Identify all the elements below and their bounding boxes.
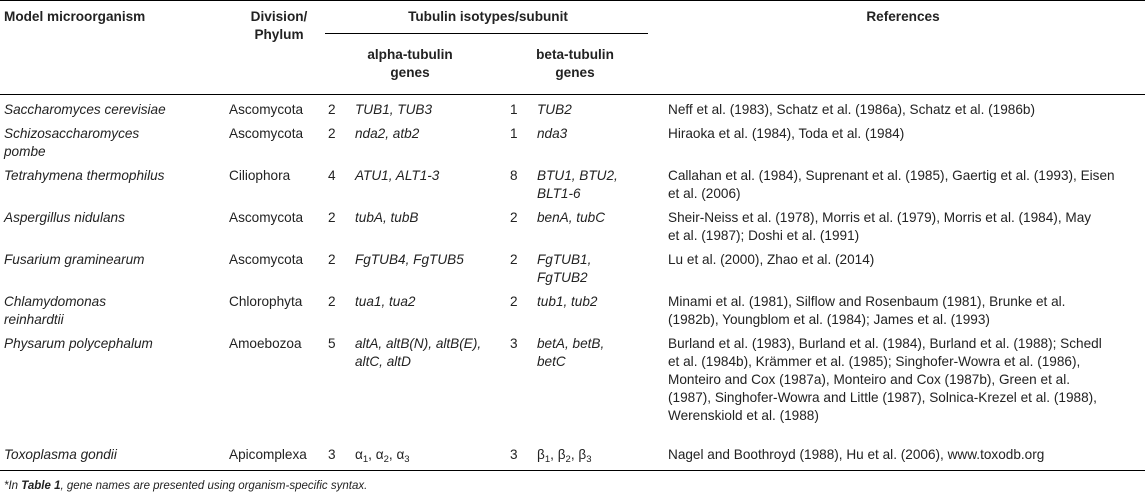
organism-name: Saccharomyces cerevisiae <box>4 102 166 117</box>
beta-symbol: β <box>578 447 587 462</box>
alpha-subscript: 1 <box>362 454 369 465</box>
alpha-count: 2 <box>328 294 336 309</box>
alpha-symbol: α <box>396 447 405 462</box>
header-beta-line1: beta-tubulin <box>536 47 614 62</box>
header-organism: Model microorganism <box>4 9 146 24</box>
beta-symbol: β <box>557 447 566 462</box>
table-bottom-rule <box>0 470 1145 471</box>
division: Ascomycota <box>229 102 304 117</box>
footnote-prefix: *In <box>4 480 22 492</box>
references: Burland et al. (1983), Burland et al. (1984), Burland et al. (1988); Schedl <box>668 336 1102 351</box>
header-bottom-rule <box>0 94 1145 95</box>
beta-count: 3 <box>510 336 518 351</box>
references: Werenskiold et al. (1988) <box>668 408 819 423</box>
division: Ascomycota <box>229 126 304 141</box>
header-alpha-line1: alpha-tubulin <box>367 47 453 62</box>
division: Ascomycota <box>229 252 304 267</box>
organism-name: Toxoplasma gondii <box>4 447 117 462</box>
beta-genes: benA, tubC <box>537 210 606 225</box>
references: Nagel and Boothroyd (1988), Hu et al. (2006), www.toxodb.org <box>668 447 1045 462</box>
beta-genes: FgTUB1, <box>537 252 592 267</box>
alpha-genes: FgTUB4, FgTUB5 <box>355 252 464 267</box>
table-footnote <box>4 477 367 495</box>
beta-genes: TUB2 <box>537 102 572 117</box>
references: (1982b), Youngblom et al. (1984); James et al. (1993) <box>668 312 990 327</box>
beta-count: 3 <box>510 447 518 462</box>
beta-genes: betA, betB, <box>537 336 605 351</box>
header-tubulin: Tubulin isotypes/subunit <box>408 9 568 24</box>
references: et al. (1987); Doshi et al. (1991) <box>668 228 860 243</box>
top-rule <box>0 0 1145 1</box>
organism-name: Physarum polycephalum <box>4 336 153 351</box>
organism-name: Chlamydomonas <box>4 294 106 309</box>
division: Ascomycota <box>229 210 304 225</box>
organism-name: Aspergillus nidulans <box>4 210 125 225</box>
references: Monteiro and Cox (1987a), Monteiro and Cox (1987b), Green et al. <box>668 372 1070 387</box>
references: Callahan et al. (1984), Suprenant et al. (1985), Gaertig et al. (1993), Eisen <box>668 168 1115 183</box>
organism-name: Tetrahymena thermophilus <box>4 168 165 183</box>
organism-name: pombe <box>4 144 46 159</box>
references: Sheir-Neiss et al. (1978), Morris et al. (1979), Morris et al. (1984), May <box>668 210 1092 225</box>
alpha-genes: nda2, atb2 <box>355 126 420 141</box>
organism-name: Fusarium graminearum <box>4 252 145 267</box>
beta-count: 2 <box>510 294 518 309</box>
tubulin-subheader-rule <box>325 33 648 34</box>
organism-name: Schizosaccharomyces <box>4 126 140 141</box>
alpha-subscript: 2 <box>383 454 389 465</box>
division: Apicomplexa <box>229 447 307 462</box>
header-division-line1: Division/ <box>250 9 308 24</box>
beta-count: 1 <box>510 126 518 141</box>
beta-count: 2 <box>510 210 518 225</box>
references: Minami et al. (1981), Silflow and Rosenbaum (1981), Brunke et al. <box>668 294 1066 309</box>
beta-count: 1 <box>510 102 518 117</box>
beta-subscript: 3 <box>586 454 592 465</box>
references: et al. (2006) <box>668 186 741 201</box>
alpha-count: 5 <box>328 336 336 351</box>
header-beta-line2: genes <box>555 65 595 80</box>
beta-symbol: β <box>537 447 545 462</box>
alpha-count: 3 <box>328 447 336 462</box>
references: Neff et al. (1983), Schatz et al. (1986a), Schatz et al. (1986b) <box>668 102 1035 117</box>
organism-name: reinhardtii <box>4 312 64 327</box>
references: Hiraoka et al. (1984), Toda et al. (1984) <box>668 126 905 141</box>
beta-symbols: $\beta_1$, $\beta_2$, $\beta_3$ <box>537 447 592 465</box>
references: (1987), Singhofer-Wowra and Little (1987), Solnica-Krezel et al. (1988), <box>668 390 1097 405</box>
beta-count: 2 <box>510 252 518 267</box>
alpha-genes: altC, altD <box>355 354 411 369</box>
beta-genes: betC <box>537 354 566 369</box>
alpha-count: 2 <box>328 126 336 141</box>
beta-subscript: 2 <box>565 454 571 465</box>
header-division-line2: Phylum <box>254 27 304 42</box>
beta-count: 8 <box>510 168 518 183</box>
beta-genes: FgTUB2 <box>537 270 588 285</box>
header-references: References <box>866 9 940 24</box>
alpha-count: 2 <box>328 102 336 117</box>
alpha-symbol: α <box>355 447 363 462</box>
alpha-count: 2 <box>328 252 336 267</box>
references: et al. (1984b), Krämmer et al. (1985); Singhofer-Wowra et al. (1986), <box>668 354 1081 369</box>
footnote-table-ref: Table 1 <box>21 480 61 492</box>
beta-subscript: 1 <box>544 454 551 465</box>
alpha-genes: TUB1, TUB3 <box>355 102 433 117</box>
alpha-genes: ATU1, ALT1-3 <box>355 168 440 183</box>
division: Chlorophyta <box>229 294 303 309</box>
alpha-genes: tua1, tua2 <box>355 294 416 309</box>
beta-genes: BLT1-6 <box>537 186 581 201</box>
alpha-subscript: 3 <box>404 454 410 465</box>
alpha-symbols: $\alpha_1$, $\alpha_2$, $\alpha_3$ <box>355 447 410 465</box>
beta-genes: BTU1, BTU2, <box>537 168 618 183</box>
alpha-genes: tubA, tubB <box>355 210 419 225</box>
division: Amoebozoa <box>229 336 302 351</box>
references: Lu et al. (2000), Zhao et al. (2014) <box>668 252 875 267</box>
beta-genes: tub1, tub2 <box>537 294 598 309</box>
alpha-count: 2 <box>328 210 336 225</box>
alpha-count: 4 <box>328 168 336 183</box>
footnote-suffix: , gene names are presented using organism-specific syntax. <box>60 480 368 492</box>
header-alpha-line2: genes <box>390 65 430 80</box>
beta-genes: nda3 <box>537 126 568 141</box>
alpha-symbol: α <box>375 447 384 462</box>
division: Ciliophora <box>229 168 291 183</box>
alpha-genes: altA, altB(N), altB(E), <box>355 336 482 351</box>
